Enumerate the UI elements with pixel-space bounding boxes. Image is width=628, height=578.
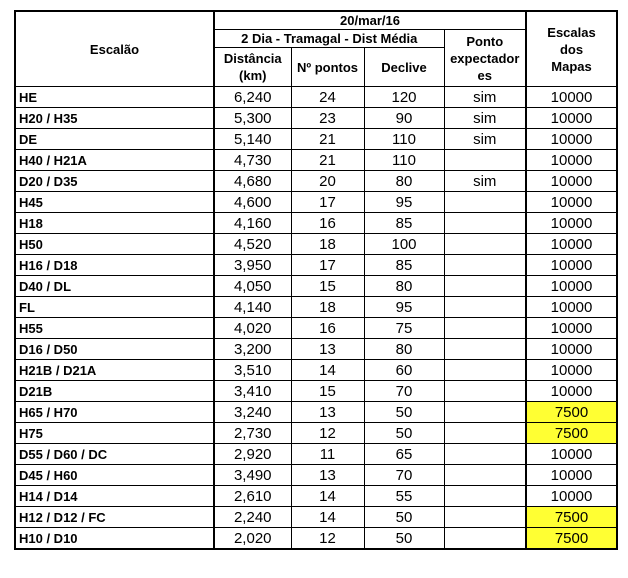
- cell-distancia: 6,240: [214, 87, 291, 108]
- course-table-sheet: [14, 10, 618, 550]
- table-row: [15, 297, 617, 318]
- cell-escalao: H55: [15, 318, 214, 339]
- cell-escala: 10000: [526, 318, 617, 339]
- cell-escalao: D21B: [15, 381, 214, 402]
- cell-ponto-expectador: [444, 213, 526, 234]
- cell-escala: 10000: [526, 486, 617, 507]
- cell-escalao: H14 / D14: [15, 486, 214, 507]
- cell-ponto-expectador: [444, 486, 526, 507]
- cell-escala: 10000: [526, 108, 617, 129]
- header-ponto-line2: expectador: [450, 50, 520, 66]
- cell-pontos: 11: [291, 444, 364, 465]
- cell-escalao: HE: [15, 87, 214, 108]
- cell-declive: 60: [364, 360, 444, 381]
- cell-ponto-expectador: [444, 234, 526, 255]
- cell-escalao: H75: [15, 423, 214, 444]
- cell-distancia: 4,160: [214, 213, 291, 234]
- cell-pontos: 14: [291, 507, 364, 528]
- cell-distancia: 3,510: [214, 360, 291, 381]
- cell-ponto-expectador: [444, 381, 526, 402]
- cell-ponto-expectador: sim: [444, 129, 526, 150]
- cell-pontos: 16: [291, 318, 364, 339]
- header-escalas: [526, 11, 617, 87]
- header-pontos: Nº pontos: [291, 48, 364, 87]
- cell-distancia: 2,240: [214, 507, 291, 528]
- cell-escalao: H21B / D21A: [15, 360, 214, 381]
- cell-declive: 95: [364, 192, 444, 213]
- cell-escalao: H10 / D10: [15, 528, 214, 550]
- cell-distancia: 2,610: [214, 486, 291, 507]
- cell-distancia: 4,050: [214, 276, 291, 297]
- cell-escala: 10000: [526, 444, 617, 465]
- cell-ponto-expectador: [444, 150, 526, 171]
- cell-pontos: 20: [291, 171, 364, 192]
- cell-distancia: 3,950: [214, 255, 291, 276]
- table-row: [15, 213, 617, 234]
- cell-distancia: 4,140: [214, 297, 291, 318]
- cell-ponto-expectador: [444, 465, 526, 486]
- header-escalas-line2: dos: [559, 41, 584, 57]
- cell-distancia: 2,020: [214, 528, 291, 550]
- cell-pontos: 14: [291, 486, 364, 507]
- cell-declive: 80: [364, 171, 444, 192]
- cell-distancia: 3,200: [214, 339, 291, 360]
- cell-distancia: 4,680: [214, 171, 291, 192]
- cell-pontos: 21: [291, 129, 364, 150]
- cell-pontos: 16: [291, 213, 364, 234]
- cell-escala: 10000: [526, 129, 617, 150]
- table-row: [15, 255, 617, 276]
- table-row: [15, 402, 617, 423]
- cell-escalao: DE: [15, 129, 214, 150]
- cell-escala: 7500: [526, 423, 617, 444]
- cell-declive: 50: [364, 402, 444, 423]
- cell-ponto-expectador: sim: [444, 171, 526, 192]
- cell-escalao: D45 / H60: [15, 465, 214, 486]
- cell-ponto-expectador: [444, 318, 526, 339]
- cell-pontos: 21: [291, 150, 364, 171]
- cell-pontos: 15: [291, 381, 364, 402]
- header-ponto: [444, 30, 526, 87]
- cell-pontos: 14: [291, 360, 364, 381]
- cell-ponto-expectador: [444, 507, 526, 528]
- cell-declive: 50: [364, 507, 444, 528]
- cell-escalao: D40 / DL: [15, 276, 214, 297]
- table-row: [15, 486, 617, 507]
- cell-ponto-expectador: [444, 276, 526, 297]
- cell-declive: 65: [364, 444, 444, 465]
- cell-escala: 10000: [526, 255, 617, 276]
- cell-declive: 110: [364, 129, 444, 150]
- table-row: [15, 87, 617, 108]
- cell-ponto-expectador: [444, 255, 526, 276]
- cell-ponto-expectador: [444, 192, 526, 213]
- table-row: [15, 150, 617, 171]
- table-row: [15, 339, 617, 360]
- cell-escala: 10000: [526, 87, 617, 108]
- cell-distancia: 3,240: [214, 402, 291, 423]
- table-row: [15, 318, 617, 339]
- cell-escala: 10000: [526, 465, 617, 486]
- cell-ponto-expectador: [444, 297, 526, 318]
- cell-declive: 55: [364, 486, 444, 507]
- cell-declive: 100: [364, 234, 444, 255]
- cell-distancia: 3,410: [214, 381, 291, 402]
- cell-declive: 75: [364, 318, 444, 339]
- table-row: [15, 465, 617, 486]
- cell-ponto-expectador: [444, 444, 526, 465]
- table-row: [15, 171, 617, 192]
- cell-declive: 95: [364, 297, 444, 318]
- cell-escala: 10000: [526, 213, 617, 234]
- header-escalao: Escalão: [15, 11, 214, 87]
- table-row: [15, 192, 617, 213]
- header-date: 20/mar/16: [214, 11, 526, 30]
- cell-declive: 90: [364, 108, 444, 129]
- cell-escalao: H18: [15, 213, 214, 234]
- cell-escalao: D16 / D50: [15, 339, 214, 360]
- cell-declive: 85: [364, 213, 444, 234]
- cell-escala: 10000: [526, 234, 617, 255]
- table-row: [15, 444, 617, 465]
- cell-declive: 70: [364, 465, 444, 486]
- cell-escalao: H20 / H35: [15, 108, 214, 129]
- cell-declive: 85: [364, 255, 444, 276]
- table-row: [15, 129, 617, 150]
- cell-pontos: 13: [291, 465, 364, 486]
- cell-pontos: 17: [291, 192, 364, 213]
- cell-pontos: 17: [291, 255, 364, 276]
- table-row: [15, 276, 617, 297]
- cell-ponto-expectador: [444, 402, 526, 423]
- cell-pontos: 13: [291, 339, 364, 360]
- cell-distancia: 5,140: [214, 129, 291, 150]
- header-ponto-line3: es: [477, 67, 492, 83]
- cell-pontos: 12: [291, 528, 364, 550]
- cell-distancia: 2,730: [214, 423, 291, 444]
- course-table: [14, 10, 618, 550]
- cell-declive: 70: [364, 381, 444, 402]
- cell-pontos: 12: [291, 423, 364, 444]
- cell-escala: 7500: [526, 507, 617, 528]
- cell-escalao: FL: [15, 297, 214, 318]
- cell-pontos: 18: [291, 234, 364, 255]
- cell-declive: 80: [364, 276, 444, 297]
- cell-escalao: D55 / D60 / DC: [15, 444, 214, 465]
- cell-escala: 10000: [526, 297, 617, 318]
- cell-distancia: 4,600: [214, 192, 291, 213]
- table-row: [15, 507, 617, 528]
- cell-distancia: 3,490: [214, 465, 291, 486]
- cell-distancia: 4,020: [214, 318, 291, 339]
- table-row: [15, 360, 617, 381]
- cell-declive: 110: [364, 150, 444, 171]
- table-row: [15, 381, 617, 402]
- cell-declive: 120: [364, 87, 444, 108]
- cell-escalao: H12 / D12 / FC: [15, 507, 214, 528]
- header-distancia: Distância (km): [214, 48, 291, 87]
- cell-escala: 10000: [526, 339, 617, 360]
- header-escalas-line1: Escalas: [547, 24, 596, 40]
- cell-escalao: H50: [15, 234, 214, 255]
- header-declive: Declive: [364, 48, 444, 87]
- cell-distancia: 2,920: [214, 444, 291, 465]
- cell-escala: 10000: [526, 360, 617, 381]
- cell-escala: 7500: [526, 528, 617, 550]
- cell-distancia: 4,730: [214, 150, 291, 171]
- cell-escala: 10000: [526, 171, 617, 192]
- cell-escalao: H45: [15, 192, 214, 213]
- cell-pontos: 18: [291, 297, 364, 318]
- table-row: [15, 528, 617, 550]
- table-body: [15, 87, 617, 550]
- cell-pontos: 24: [291, 87, 364, 108]
- cell-declive: 50: [364, 423, 444, 444]
- cell-escala: 10000: [526, 192, 617, 213]
- cell-escalao: D20 / D35: [15, 171, 214, 192]
- table-row: [15, 108, 617, 129]
- cell-ponto-expectador: sim: [444, 108, 526, 129]
- cell-distancia: 4,520: [214, 234, 291, 255]
- cell-escalao: H40 / H21A: [15, 150, 214, 171]
- table-row: [15, 234, 617, 255]
- cell-ponto-expectador: [444, 339, 526, 360]
- cell-escalao: H65 / H70: [15, 402, 214, 423]
- cell-pontos: 23: [291, 108, 364, 129]
- cell-escalao: H16 / D18: [15, 255, 214, 276]
- cell-declive: 80: [364, 339, 444, 360]
- cell-pontos: 13: [291, 402, 364, 423]
- cell-escala: 7500: [526, 402, 617, 423]
- cell-ponto-expectador: [444, 528, 526, 550]
- cell-escala: 10000: [526, 381, 617, 402]
- header-course: 2 Dia - Tramagal - Dist Média: [214, 30, 444, 48]
- table-row: [15, 423, 617, 444]
- cell-ponto-expectador: [444, 423, 526, 444]
- cell-pontos: 15: [291, 276, 364, 297]
- header-escalas-line3: Mapas: [551, 58, 592, 74]
- cell-distancia: 5,300: [214, 108, 291, 129]
- cell-escala: 10000: [526, 276, 617, 297]
- cell-ponto-expectador: [444, 360, 526, 381]
- cell-declive: 50: [364, 528, 444, 550]
- cell-escala: 10000: [526, 150, 617, 171]
- cell-ponto-expectador: sim: [444, 87, 526, 108]
- header-ponto-line1: Ponto: [466, 33, 504, 49]
